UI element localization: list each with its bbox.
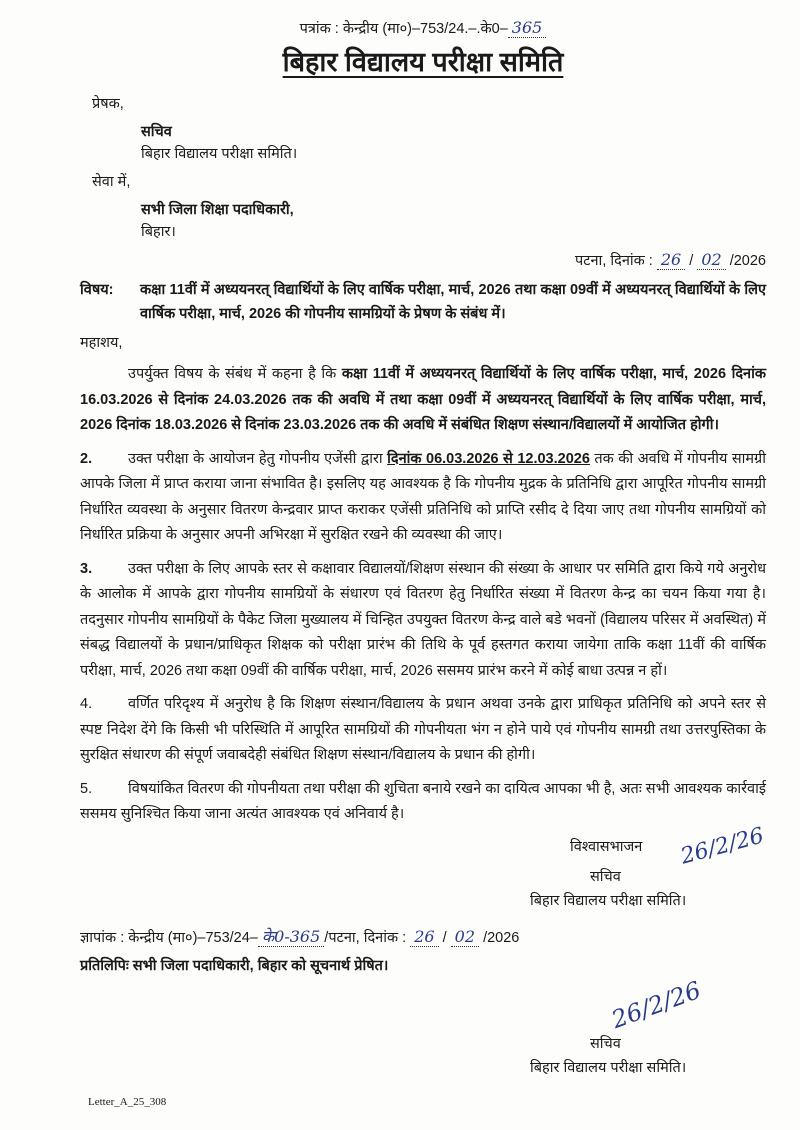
date-year: /2026 <box>729 253 766 269</box>
paragraph-4 <box>80 692 766 769</box>
ref-number-handwritten: 365 <box>508 18 547 38</box>
p4-number: 4. <box>80 696 93 712</box>
closing-yours: विश्वासभाजन <box>570 838 643 855</box>
subject-text: कक्षा 11वीं में अध्ययनरत् विद्यार्थियों के लिए वार्षिक परीक्षा, मार्च, 2026 तथा कक्षा 09वीं में अध्ययनरत् विद्यार्थियों के लिए वार्षिक परीक्षा, मार्च, 2026 की गोपनीय सामग्रियों के प्रेषण के संबंध में। <box>140 282 766 322</box>
closing-org: बिहार विद्यालय परीक्षा समिति। <box>530 892 687 909</box>
reference-number <box>80 18 766 38</box>
paragraph-3 <box>80 557 766 685</box>
p4-text: वर्णित परिदृश्य में अनुरोध है कि शिक्षण संस्थान/विद्यालय के प्रधान अथवा उनके द्वारा प्राधिकृत प्रतिनिधि को अपने स्तर से स्पष्ट निदेश देंगे कि किसी भी परिस्थिति में आपूरित सामग्रियों की गोपनीयता भंग न होने पाये एवं गोपनीय सामग्री तथा उत्तरपुस्तिका के सुरक्षित संधारण की संपूर्ण जवाबदेही संबंधित शिक्षण संस्थान/विद्यालय के प्रधान की होगी। <box>80 696 766 763</box>
date-day: 26 <box>657 250 685 270</box>
footer-code: Letter_A_25_308 <box>88 1095 167 1108</box>
org-title <box>80 42 766 79</box>
recipient-label: सेवा में, <box>92 174 131 190</box>
ref-prefix: पत्रांक : केन्द्रीय (मा०)–753/24.–.के0– <box>299 21 508 37</box>
recipient-place: बिहार। <box>141 224 176 240</box>
memo-number: के0-365 <box>258 927 324 947</box>
closing-designation: सचिव <box>590 868 621 885</box>
closing2-designation: सचिव <box>590 1035 621 1052</box>
p3-text: उक्त परीक्षा के लिए आपके स्तर से कक्षावार विद्यालयों/शिक्षण संस्थान की संख्या के आधार पर समिति द्वारा किये गये अनुरोध के आलोक में आपके द्वारा गोपनीय सामग्रियों के संधारण एवं वितरण हेतु निर्धारित संख्या में वितरण केन्द्र का चयन किया गया है। तदनुसार गोपनीय सामग्रियों के पैकेट जिला मुख्यालय में चिन्हित उपयुक्त वितरण केन्द्र वाले बडे भवनों (विद्यालय परिसर में अवस्थित) में संबद्ध विद्यालयों के प्रधान/प्राधिकृत शिक्षक को परीक्षा प्रारंभ की तिथि के पूर्व हस्तगत कराया जायेगा ताकि कक्षा 11वीं की वार्षिक परीक्षा, मार्च, 2026 तथा कक्षा 09वीं की वार्षिक परीक्षा, मार्च, 2026 ससमय प्रारंभ करने में कोई बाधा उत्पन्न न हों। <box>80 560 766 679</box>
signature-1: 26/2/26 <box>678 822 767 870</box>
letter-date: पटना, दिनांक : 26 / 02 /2026 <box>574 250 766 269</box>
p5-number: 5. <box>80 780 93 797</box>
p5-text: विषयांकित वितरण की गोपनीयता तथा परीक्षा की शुचिता बनाये रखने का दायित्व आपका भी है, अतः सभी आवश्यक कार्रवाई ससमय सुनिश्चित किया जाना अत्यंत आवश्यक एवं अनिवार्य है। <box>80 780 766 822</box>
sender-label: प्रेषक, <box>92 96 124 112</box>
paragraph-2 <box>80 447 766 549</box>
recipient-name: सभी जिला शिक्षा पदाधिकारी, <box>141 202 294 218</box>
date-month: 02 <box>697 250 725 270</box>
p1-bold-text: कक्षा 11वीं में अध्ययनरत् विद्यार्थियों के लिए वार्षिक परीक्षा, मार्च, 2026 दिनांक 16.03.2026 से दिनांक 24.03.2026 तक की अवधि में तथा कक्षा 09वीं में अध्ययनरत् विद्यार्थियों के लिए वार्षिक परीक्षा, मार्च, 2026 दिनांक 18.03.2026 से दिनांक 23.03.2026 तक की अवधि में संबंधित शिक्षण संस्थान/विद्यालयों में आयोजित होगी। <box>80 366 766 433</box>
p1-text: उपर्युक्त विषय के संबंध में कहना है कि <box>128 366 342 382</box>
sender-designation: सचिव <box>141 124 172 140</box>
org-title-heading: बिहार विद्यालय परीक्षा समिति <box>282 47 564 77</box>
memo-prefix: ज्ञापांक : केन्द्रीय (मा०)–753/24– <box>80 929 258 946</box>
subject-label: विषय: <box>80 282 114 298</box>
date-prefix: पटना, दिनांक : <box>574 253 653 269</box>
paragraph-1 <box>80 362 766 439</box>
p3-number: 3. <box>80 560 93 577</box>
closing2-block <box>80 975 766 1082</box>
memo-year: /2026 <box>483 929 520 946</box>
memo-day: 26 <box>410 927 438 947</box>
salutation: महाशय, <box>80 335 123 351</box>
p2-text-c: तक की अवधि में गोपनीय सामग्री आपके जिला में प्राप्त कराया जाना संभावित है। इसलिए यह आवश्यक है कि गोपनीय मुद्रक के प्रतिनिधि द्वारा आपूरित गोपनीय सामग्री निर्धारित व्यवस्था के अनुसार वितरण केन्द्रवार प्राप्त कराकर एजेंसी प्रतिनिधि को प्राप्ति रसीद दे दिया जाए तथा गोपनीय सामग्रियों को निर्धारित प्रक्रिया के अनुसार अपनी अभिरक्षा में सुरक्षित रखने की व्यवस्था की जाए। <box>80 450 766 543</box>
signature-2: 26/2/26 <box>608 975 705 1034</box>
p2-text-a: उक्त परीक्षा के आयोजन हेतु गोपनीय एजेंसी द्वारा <box>128 450 388 467</box>
p2-number: 2. <box>80 450 93 467</box>
subject <box>80 278 766 326</box>
memo-date-prefix: /पटना, दिनांक : <box>324 929 407 946</box>
memo-line: ज्ञापांक : केन्द्रीय (मा०)–753/24– के0-365 /पटना, दिनांक : 26 / 02 /2026 <box>80 926 520 946</box>
memo-month: 02 <box>451 927 479 947</box>
sender-org: बिहार विद्यालय परीक्षा समिति। <box>141 146 298 162</box>
p2-dates: दिनांक 06.03.2026 से 12.03.2026 <box>387 450 590 467</box>
paragraph-5 <box>80 777 766 828</box>
closing-block <box>80 822 767 914</box>
copy-to: प्रतिलिपिः सभी जिला पदाधिकारी, बिहार को सूचनार्थ प्रेषित। <box>80 957 389 974</box>
closing2-org: बिहार विद्यालय परीक्षा समिति। <box>530 1059 687 1076</box>
